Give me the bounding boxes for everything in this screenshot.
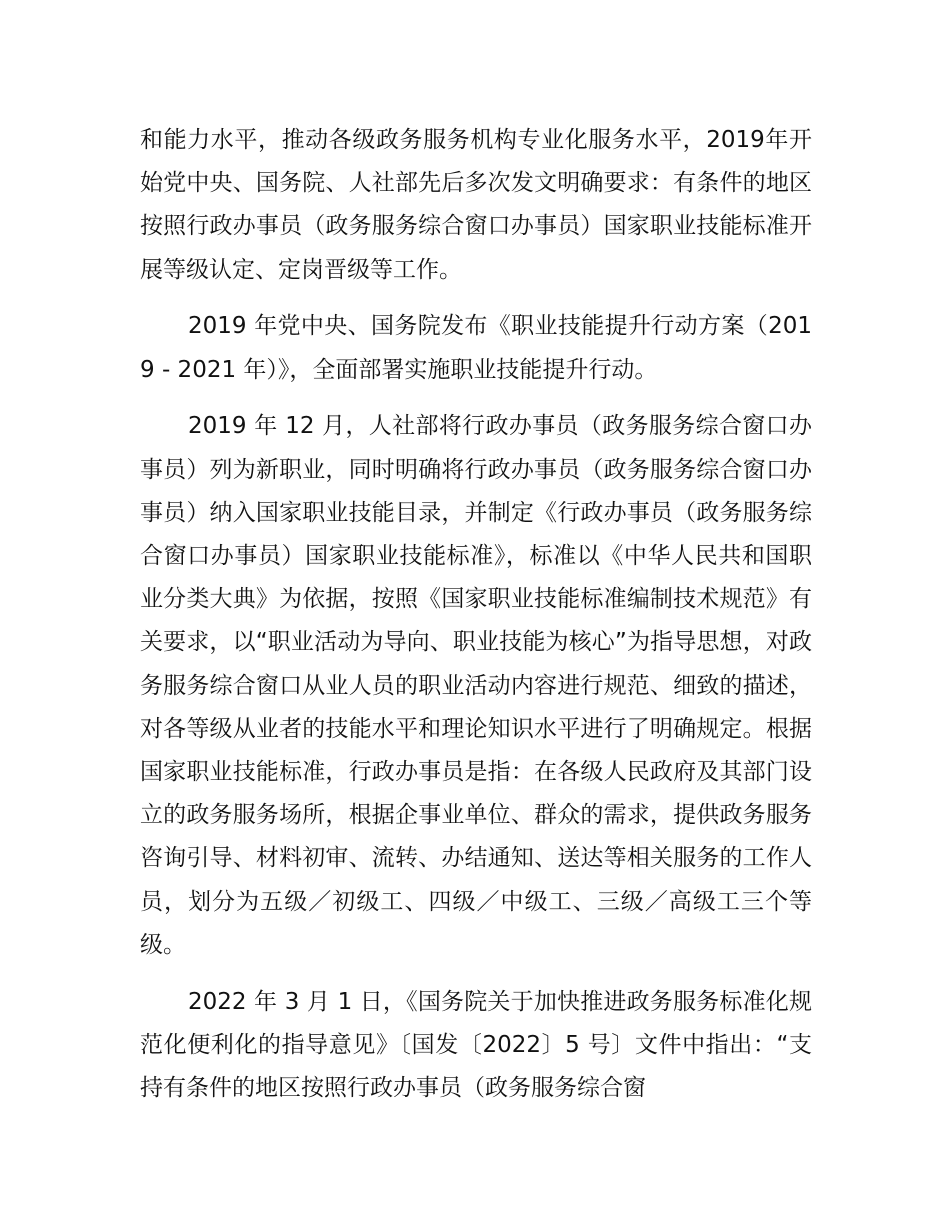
paragraph-2: 2019 年党中央、国务院发布《职业技能提升行动方案（2019 - 2021 年）》，全面部署实施职业技能提升行动。 — [140, 313, 812, 383]
paragraph-3: 2019 年 12 月，人社部将行政办事员（政务服务综合窗口办事员）列为新职业，同时明确将行政办事员（政务服务综合窗口办事员）纳入国家职业技能目录，并制定《行政办事员（政务服务综合窗口办事员）国家职业技能标准》，标准以《中华人民共和国职业分类大典》为依据，按照《国家职业技能标准编制技术规范》有关要求，以“职业活动为导向、职业技能为核心”为指导思想，对政务服务综合窗口从业人员的职业活动内容进行规范、细致的描述，对各等级从业者的技能水平和理论知识水平进行了明确规定。根据国家职业技能标准，行政办事员是指：在各级人民政府及其部门设立的政务服务场所，根据企事业单位、群众的需求，提供政务服务咨询引导、材料初审、流转、办结通知、送达等相关服务的工作人员，划分为五级／初级工、四级／中级工、三级／高级工三个等级。 — [140, 413, 812, 958]
paragraph-4: 2022 年 3 月 1 日，《国务院关于加快推进政务服务标准化规范化便利化的指导意见》〔国发〔2022〕5 号〕文件中指出：“支持有条件的地区按照行政办事员（政务服务综合窗 — [140, 988, 812, 1102]
document-page — [140, 119, 812, 1124]
paragraph-1: 和能力水平，推动各级政务服务机构专业化服务水平，2019年开始党中央、国务院、人社部先后多次发文明确要求：有条件的地区按照行政办事员（政务服务综合窗口办事员）国家职业技能标准开展等级认定、定岗晋级等工作。 — [140, 127, 812, 283]
